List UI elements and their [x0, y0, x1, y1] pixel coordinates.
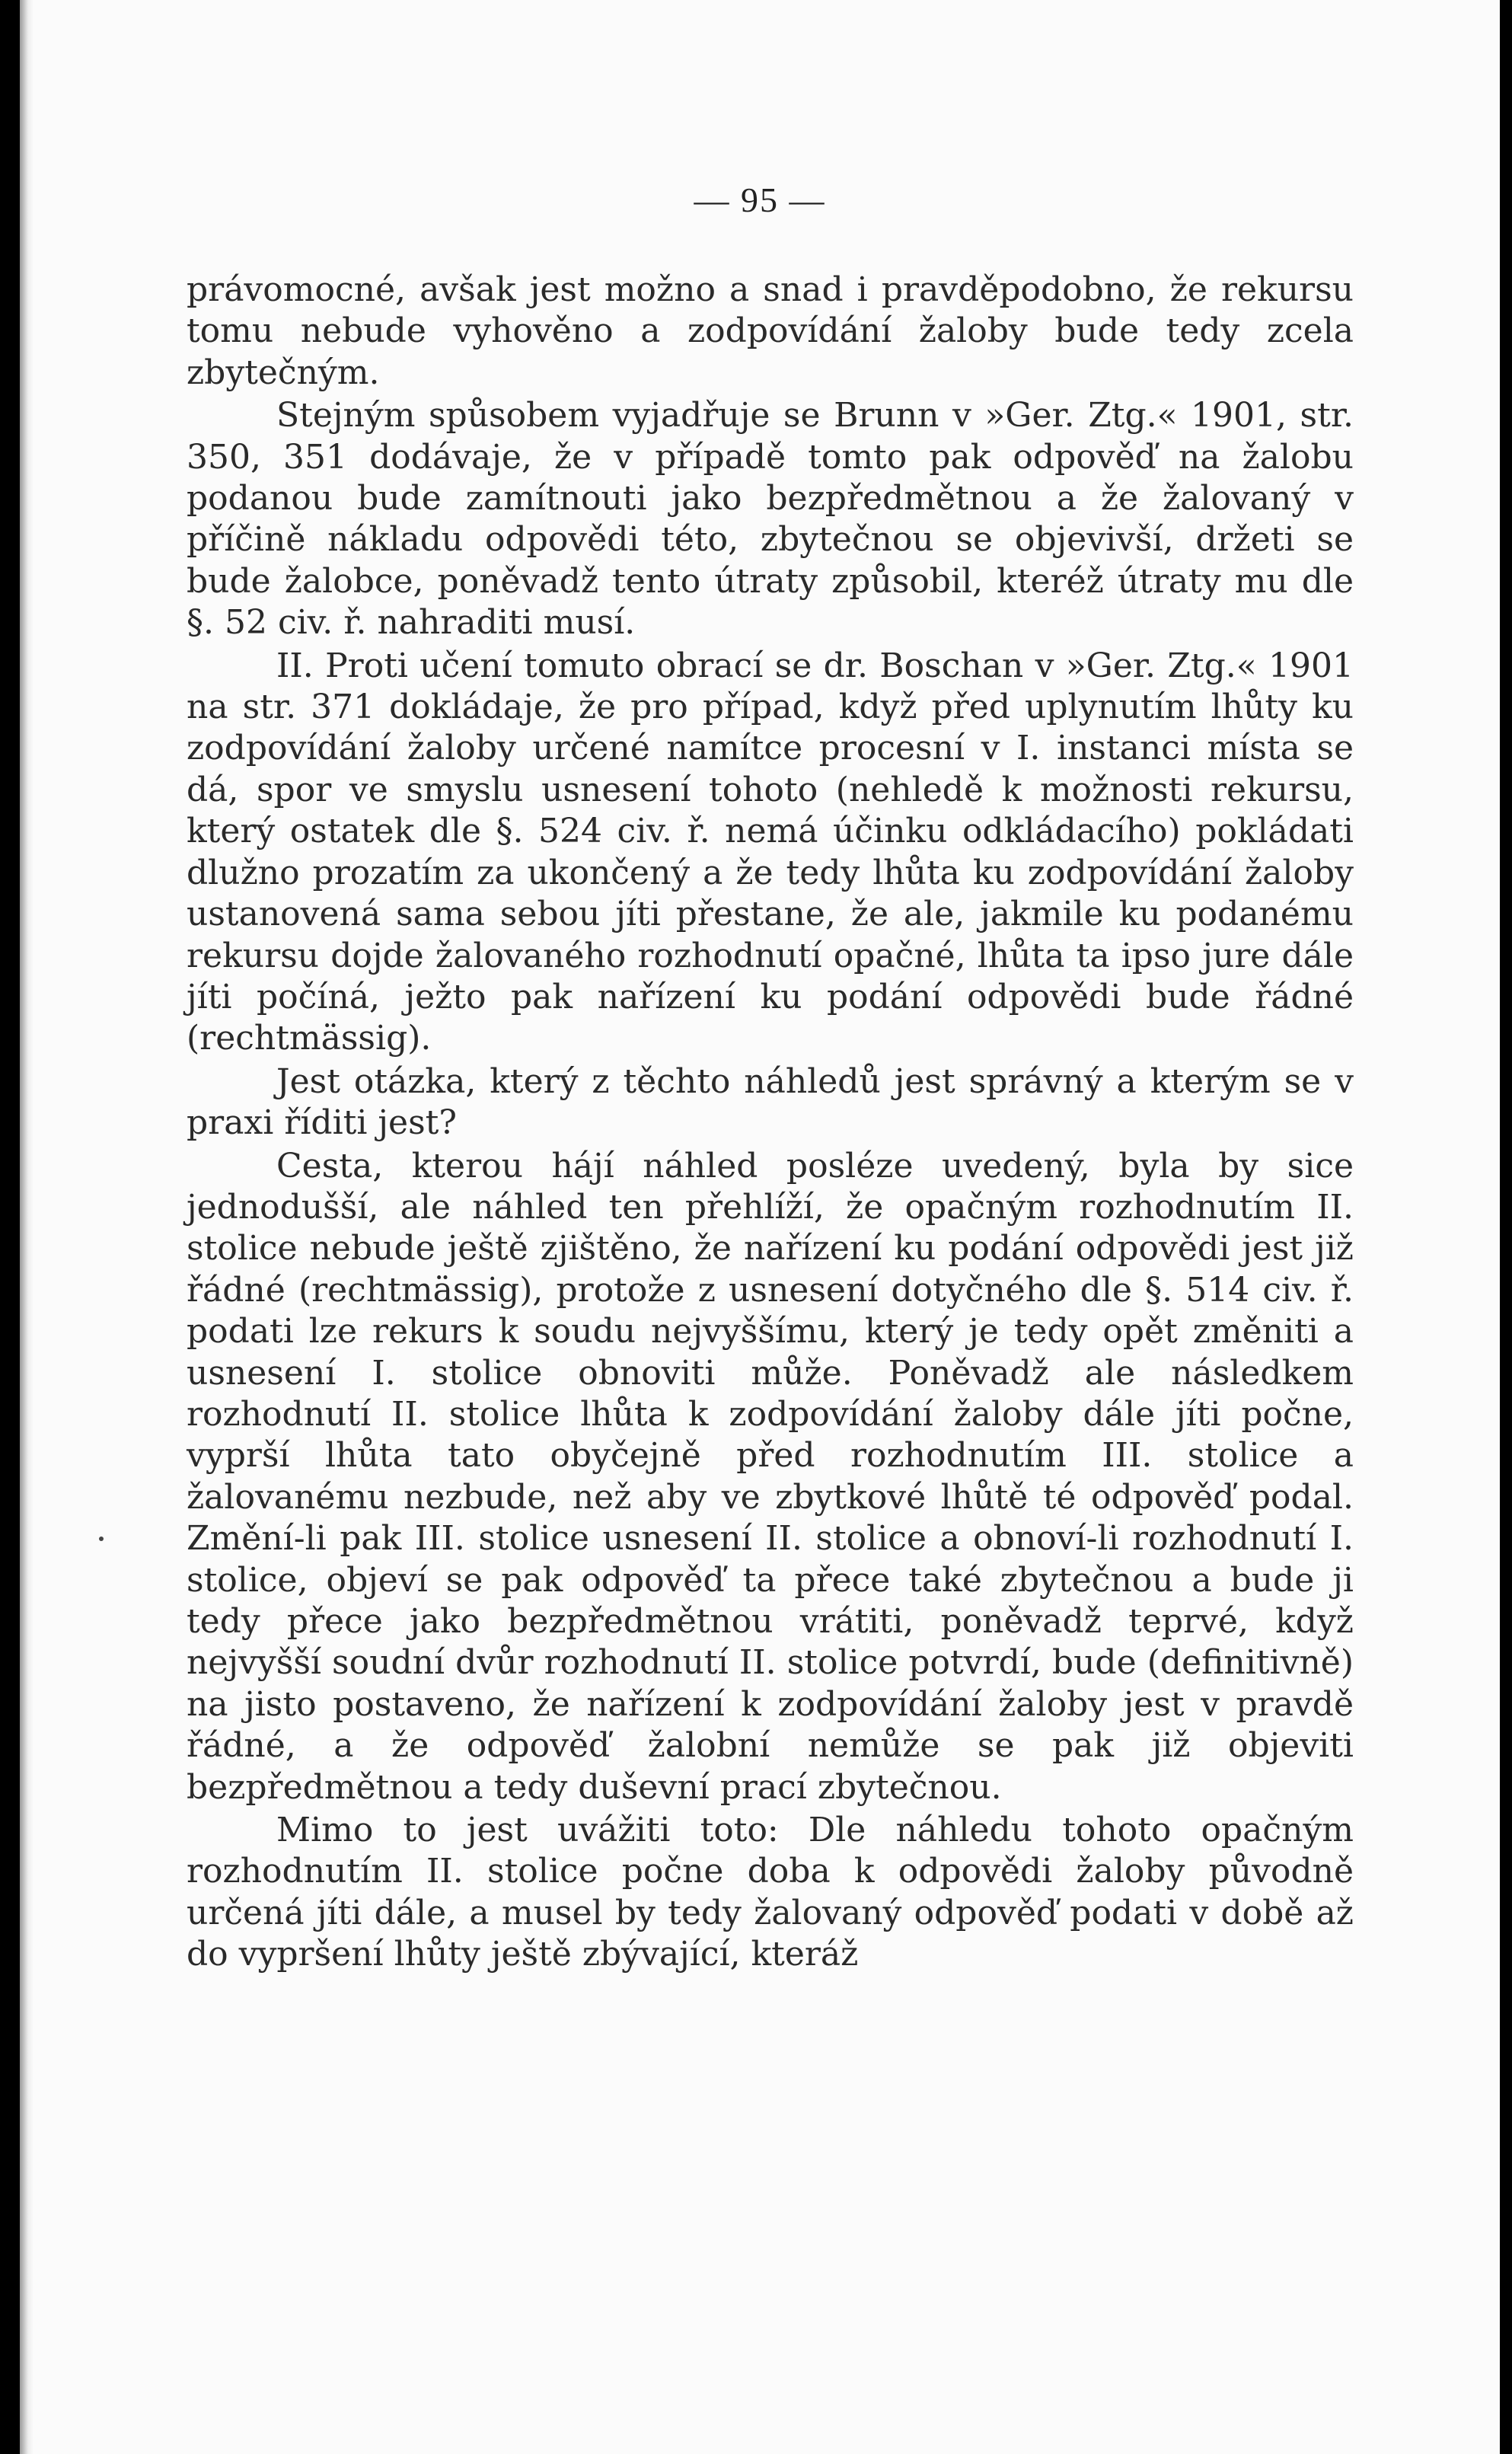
print-speck — [99, 1537, 104, 1541]
paragraph-2: Stejným spůsobem vyjadřuje se Brunn v »Ger. Ztg.« 1901, str. 350, 351 dodávaje, že v případě tomto pak odpověď na žalobu podanou bude zamítnouti jako bezpředmětnou a že žalovaný v příčině nákladu odpovědi této, zbytečnou se objevivší, držeti se bude žalobce, poněvadž tento útraty způsobil, kteréž útraty mu dle §. 52 civ. ř. nahraditi musí. — [187, 396, 1354, 643]
page-edge-shadow — [20, 0, 33, 2454]
paragraph-3: II. Proti učení tomuto obrací se dr. Boschan v »Ger. Ztg.« 1901 na str. 371 dokládaje, že pro případ, když před uplynutím lhůty ku zodpovídání žaloby určené namítce procesní v I. instanci místa se dá, spor ve smyslu usnesení tohoto (nehledě k možnosti rekursu, který ostatek dle §. 524 civ. ř. nemá účinku odkládacího) pokládati dlužno prozatím za ukončený a že tedy lhůta ku zodpovídání žaloby ustanovená sama sebou jíti přestane, že ale, jakmile ku podanému rekursu dojde žalovaného rozhodnutí opačné, lhůta ta ipso jure dále jíti počíná, ježto pak nařízení ku podání odpovědi bude řádné (rechtmässig). — [187, 646, 1354, 1058]
paragraph-1: právomocné, avšak jest možno a snad i pravděpodobno, že rekursu tomu nebude vyhověno a zodpovídání žaloby bude tedy zcela zbytečným. — [187, 270, 1354, 392]
body-text — [187, 270, 1354, 1976]
paragraph-6: Mimo to jest uvážiti toto: Dle náhledu tohoto opačným rozhodnutím II. stolice počne doba k odpovědi žaloby původně určená jíti dále, a musel by tedy žalovaný odpověď podati v době až do vypršení lhůty ještě zbývající, kteráž — [187, 1811, 1354, 1974]
paragraph-4: Jest otázka, který z těchto náhledů jest správný a kterým se v praxi říditi jest? — [187, 1061, 1354, 1143]
paragraph-5: Cesta, kterou hájí náhled posléze uvedený, byla by sice jednodušší, ale náhled ten přehlíží, že opačným rozhodnutím II. stolice nebude ještě zjištěno, že nařízení ku podání odpovědi jest již řádné (rechtmässig), protože z usnesení dotyčného dle §. 514 civ. ř. podati lze rekurs k soudu nejvyššímu, který je tedy opět změniti a usnesení I. stolice obnoviti může. Poněvadž ale následkem rozhodnutí II. stolice lhůta k zodpovídání žaloby dále jíti počne, vyprší lhůta tato obyčejně před rozhodnutím III. stolice a žalovanému nezbude, než aby ve zbytkové lhůtě té odpověď podal. Změní-li pak III. stolice usnesení II. stolice a obnoví-li rozhodnutí I. stolice, objeví se pak odpověď ta přece také zbytečnou a bude ji tedy přece jako bezpředmětnou vrátiti, poněvadž teprvé, když nejvyšší soudní dvůr rozhodnutí II. stolice potvrdí, bude (definitivně) na jisto postaveno, že nařízení k zodpovídání žaloby jest v pravdě řádné, a že odpověď žalobní nemůže se pak již objeviti bezpředmětnou a tedy duševní prací zbytečnou. — [187, 1146, 1354, 1807]
document-page — [20, 0, 1500, 2454]
page-number: — 95 — — [694, 180, 826, 219]
